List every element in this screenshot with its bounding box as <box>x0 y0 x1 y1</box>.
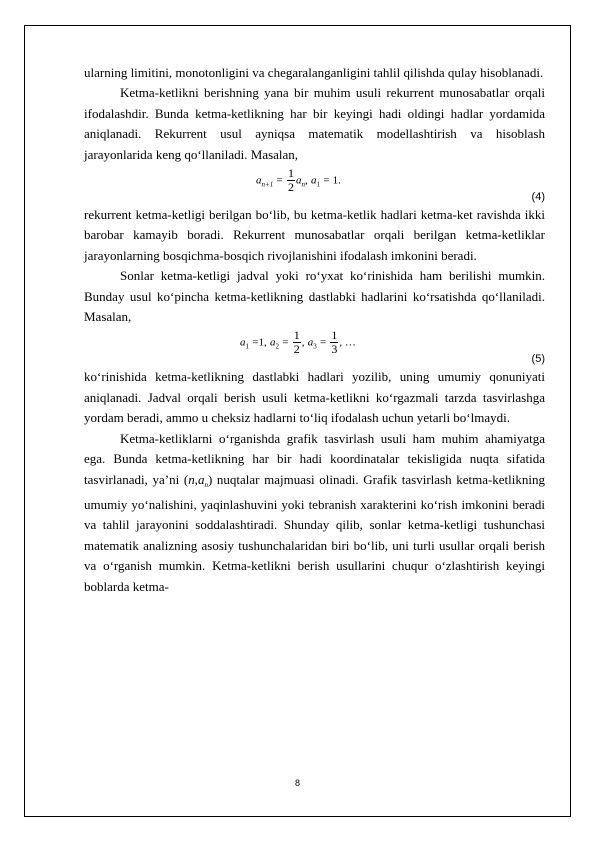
formula-4-separator: , <box>304 174 308 187</box>
formula-5-a3-den: 3 <box>331 342 338 357</box>
formula-5-a2-fraction <box>293 329 301 356</box>
formula-4-fraction <box>287 167 295 194</box>
formula-5-a3-num: 1 <box>331 328 338 343</box>
point-a: a <box>197 471 205 487</box>
formula-4-equals: = <box>276 174 283 187</box>
formula-4-rhs-sub: n <box>301 180 305 189</box>
formula-5-a2-den: 2 <box>293 342 300 357</box>
formula-4-init-value: 1. <box>332 174 341 187</box>
formula-4-lhs-sub: n+1 <box>261 180 274 189</box>
formula-5-a1-sub: 1 <box>245 342 249 351</box>
formula-5-a2-var: a <box>269 336 276 349</box>
paragraph-1: ularning limitini, monotonligini va chegaralanganligini tahlil qilishda qulay hisoblanadi. <box>84 65 544 80</box>
formula-4-init-equals: = <box>323 174 330 187</box>
formula-4-lhs-var: a <box>256 174 262 187</box>
formula-4-frac-den: 2 <box>287 180 294 195</box>
formula-5-separator: , <box>301 336 305 349</box>
paragraph-6-text-start: Ketma-ketliklarni o‘rganishda grafik tasvirlash usuli ham muhim ahamiyatga ega. Bunda ketma-ketlikning har bir hadi koordinatalar tekisligida nuqta sifatida tasvirlanadi, ya’ni <box>84 430 545 487</box>
formula-5-expression <box>240 329 356 357</box>
paragraph-5: ko‘rinishida ketma-ketlikning dastlabki hadlari yozilib, uning umumiy qonuniyati aniqlanadi. Jadval orqali berish usuli ketma-ketlikni ko‘rgazmali tarzda tasvirlashga yordam beradi, ammo u cheksiz hadlarni to‘liq ifodalash uchun yetarli bo‘lmaydi. <box>84 369 545 426</box>
formula-5-a1-value: 1, <box>258 336 267 349</box>
point-n: n <box>188 471 195 487</box>
formula-5-a3-var: a <box>307 336 314 349</box>
formula-4-init-sub: 1 <box>316 180 320 189</box>
formula-5-a3-sub: 3 <box>313 342 317 351</box>
paragraph-4: Sonlar ketma-ketligi jadval yoki ro‘yxat ko‘rinishida ham berilishi mumkin. Bunday usul ko‘pincha ketma-ketlikning dastlabki hadlarini ko‘rsatishda qo‘llaniladi. Masalan, <box>84 268 545 325</box>
document-body <box>84 63 545 597</box>
paragraph-6: Ketma-ketliklarni o‘rganishda grafik tasvirlash usuli ham muhim ahamiyatga ega. Bunda ketma-ketlikning har bir hadi koordinatalar tekisligida nuqta sifatida tasvirlanadi, ya’ni $(n,a_n)$ nuqtalar majmuasi olinadi. Grafik tasvirlash ketma-ketlikning umumiy yo‘nalishini, yaqinlashuvini yoki tebranish xarakterini ko‘rish imkonini beradi va tahlil jarayonini soddalashtiradi. Shunday qilib, sonlar ketma-ketligi tushunchasi matematik analizning asosiy tushunchalaridan biri bo‘lib, uni turli usullar orqali berish va o‘rganish mumkin. Ketma-ketlikni berish usullarini chuqur o‘zlashtirish keyingi boblarda ketma- <box>84 430 546 594</box>
formula-5-a2-num: 1 <box>293 328 300 343</box>
formula-5-a2-sub: 2 <box>275 342 279 351</box>
formula-5 <box>84 327 545 367</box>
page-number: 8 <box>294 778 300 788</box>
formula-5-a1-equals: = <box>252 336 259 349</box>
formula-4-frac-num: 1 <box>287 166 294 181</box>
equation-number-4: (4) <box>531 191 545 204</box>
formula-5-a2-equals: = <box>282 336 289 349</box>
formula-5-a3-equals: = <box>319 336 327 349</box>
point-a-sub: n <box>204 480 208 489</box>
equation-number-5: (5) <box>531 353 545 366</box>
formula-5-ellipsis: , … <box>339 336 356 349</box>
formula-4-expression <box>256 167 341 195</box>
formula-4-init-var: a <box>310 174 317 187</box>
formula-4 <box>84 165 545 205</box>
paragraph-2: Ketma-ketlikni berishning yana bir muhim usuli rekurrent munosabatlar orqali ifodalashdir. Bunda ketma-ketlikning har bir keyingi hadi oldingi hadlar yordamida aniqlanadi. Rekurrent usul ayniqsa matematik modellashtirish va hisoblash jarayonlarida keng qo‘llaniladi. Masalan, <box>84 85 545 162</box>
formula-5-a1-var: a <box>240 336 246 349</box>
paragraph-6-text-end: nuqtalar majmuasi olinadi. Grafik tasvirlash ketma-ketlikning umumiy yo‘nalishini, yaqinlashuvini yoki tebranish xarakterini ko‘rish imkonini beradi va tahlil jarayonini soddalashtiradi. Shunday qilib, sonlar ketma-ketligi tushunchasi matematik analizning asosiy tushunchalaridan biri bo‘lib, uni turli usullar orqali berish va o‘rganish mumkin. Ketma-ketlikni berish usullarini chuqur o‘zlashtirish keyingi boblarda ketma- <box>84 471 546 594</box>
formula-5-a3-fraction <box>330 329 338 356</box>
paragraph-3: rekurrent ketma-ketligi berilgan bo‘lib, bu ketma-ketlik hadlari ketma-ket ravishda ikki barobar kamayib boradi. Rekurrent munosabatlar orqali berilgan ketma-ketliklar jarayonlarning bosqichma-bosqich rivojlanishini ifodalash imkonini beradi. <box>84 207 545 263</box>
formula-4-rhs-var: a <box>295 174 302 187</box>
